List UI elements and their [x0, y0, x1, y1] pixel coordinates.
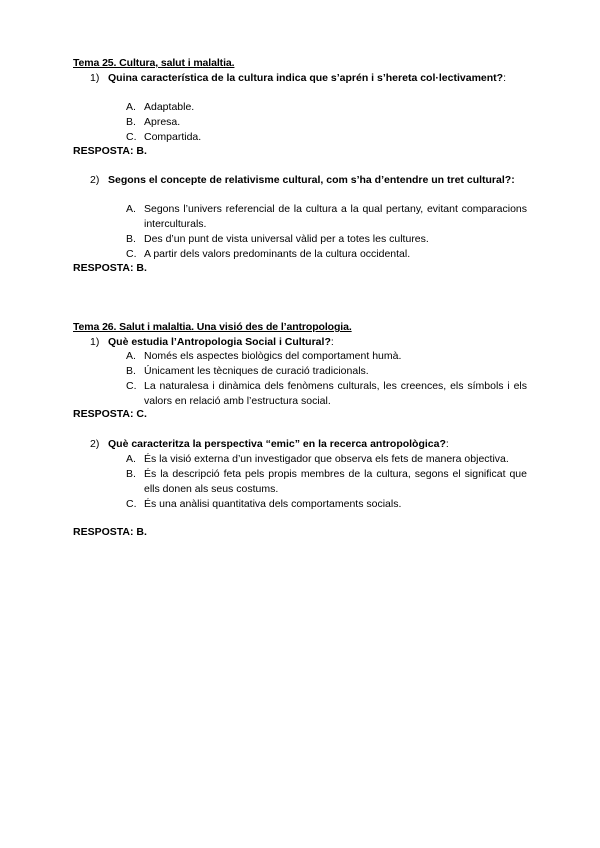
option — [126, 232, 527, 247]
option — [126, 467, 527, 497]
option — [126, 379, 527, 409]
option-text: A partir dels valors predominants de la cultura occidental. — [144, 248, 411, 260]
question-text — [108, 173, 527, 188]
question-number: 2) — [90, 174, 100, 186]
option-text: Només els aspectes biològics del comportament humà. — [144, 350, 402, 362]
option-letter: C. — [126, 380, 137, 392]
option-letter: B. — [126, 116, 136, 128]
option-text: Únicament les tècniques de curació tradicionals. — [144, 365, 369, 377]
option-text: Adaptable. — [144, 101, 195, 113]
option — [126, 115, 527, 130]
option — [126, 130, 527, 145]
question-text-content: Què estudia l’Antropologia Social i Cultural? — [108, 336, 331, 348]
option-text: Segons l’univers referencial de la cultura a la qual pertany, evitant comparacions interculturals. — [144, 203, 527, 230]
option-text: La naturalesa i dinàmica dels fenòmens culturals, les creences, els símbols i els valors en relació amb l’estructura social. — [144, 380, 527, 407]
option-letter: A. — [126, 101, 136, 113]
option-list — [126, 349, 527, 409]
answer-label: RESPOSTA: B. — [73, 526, 147, 538]
option — [126, 497, 527, 512]
topic-title: Tema 25. Cultura, salut i malaltia. — [73, 57, 235, 69]
question — [90, 437, 527, 452]
option-text: Apresa. — [144, 116, 181, 128]
answer-label: RESPOSTA: C. — [73, 408, 147, 420]
question — [90, 173, 527, 188]
option-text: Des d’un punt de vista universal vàlid per a totes les cultures. — [144, 233, 429, 245]
option — [126, 364, 527, 379]
option-text: Compartida. — [144, 131, 202, 143]
option-letter: A. — [126, 453, 136, 465]
option-letter: A. — [126, 350, 136, 362]
option-letter: C. — [126, 498, 137, 510]
option — [126, 452, 527, 467]
option-list — [126, 100, 527, 145]
option-letter: C. — [126, 131, 137, 143]
question-text-content: Segons el concepte de relativisme cultural, com s’ha d’entendre un tret cultural?: — [108, 174, 515, 186]
question-text — [108, 71, 527, 86]
option-text: És una anàlisi quantitativa dels comportaments socials. — [144, 498, 402, 510]
option-letter: C. — [126, 248, 137, 260]
topic-title: Tema 26. Salut i malaltia. Una visió des de l’antropologia. — [73, 321, 352, 333]
option — [126, 100, 527, 115]
answer-label: RESPOSTA: B. — [73, 145, 147, 157]
question-number: 1) — [90, 336, 100, 348]
question-number: 2) — [90, 438, 100, 450]
answer-label: RESPOSTA: B. — [73, 262, 147, 274]
option-letter: B. — [126, 365, 136, 377]
question-text — [108, 437, 527, 452]
question — [90, 71, 527, 86]
question — [90, 335, 527, 350]
option — [126, 202, 527, 232]
option-list — [126, 202, 527, 262]
option — [126, 247, 527, 262]
question-text — [108, 335, 527, 350]
question-number: 1) — [90, 72, 100, 84]
option-letter: B. — [126, 468, 136, 480]
question-text-content: Què caracteritza la perspectiva “emic” en la recerca antropològica? — [108, 438, 446, 450]
question-suffix: : — [330, 336, 334, 348]
option-letter: B. — [126, 233, 136, 245]
option-letter: A. — [126, 203, 136, 215]
question-text-content: Quina característica de la cultura indica que s’aprén i s’hereta col·lectivament? — [108, 72, 504, 84]
question-suffix: : — [445, 438, 449, 450]
option-text: És la visió externa d’un investigador que observa els fets de manera objectiva. — [144, 453, 509, 465]
option — [126, 349, 527, 364]
option-text: És la descripció feta pels propis membres de la cultura, segons el significat que ells donen als seus costums. — [144, 468, 527, 495]
option-list — [126, 452, 527, 512]
question-suffix: : — [503, 72, 506, 84]
